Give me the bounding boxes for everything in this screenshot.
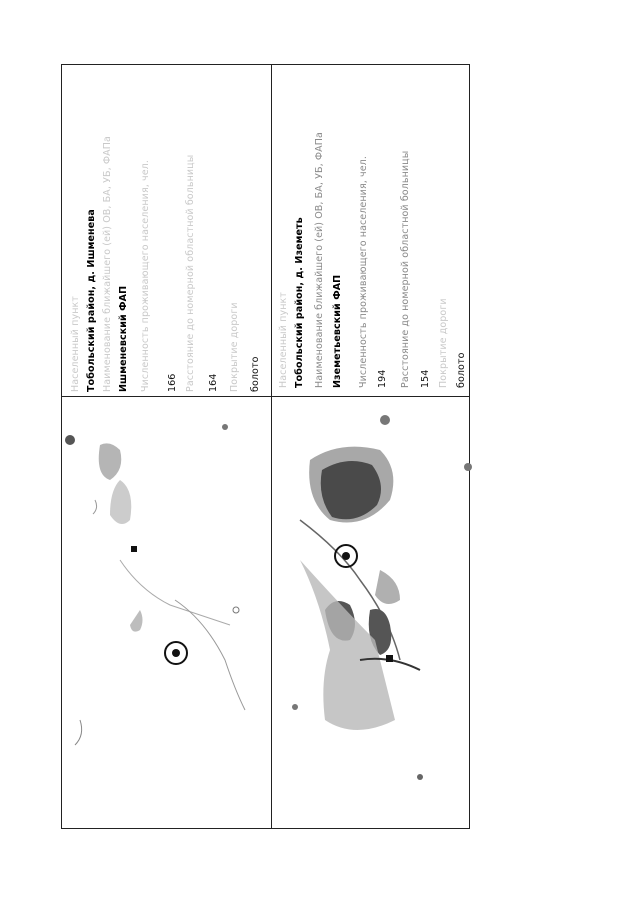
road-value: болото: [250, 356, 261, 392]
facility-value: Иземетьевский ФАП: [332, 274, 343, 388]
distance-value: 154: [420, 369, 431, 388]
road-value: болото: [456, 352, 467, 388]
field-label: Численность проживающего населения, чел.: [358, 156, 369, 388]
map-bottom-terrain: [292, 415, 472, 780]
field-label: Численность проживающего населения, чел.: [140, 160, 151, 392]
field-label: Населенный пункт: [278, 292, 289, 388]
dark-spot: [380, 415, 390, 425]
field-label: Расстояние до номерной областной больницы: [185, 154, 196, 392]
field-label: Населенный пункт: [70, 296, 81, 392]
locality-value: Тобольский район, д. Ишменева: [86, 209, 97, 392]
settlement-marker: [386, 655, 393, 662]
field-label: Покрытие дороги: [438, 298, 449, 388]
target-dot-icon: [342, 552, 350, 560]
facility-value: Ишменевский ФАП: [118, 285, 129, 392]
dark-spot: [464, 463, 472, 471]
field-label: Покрытие дороги: [229, 302, 240, 392]
field-label: Наименование ближайшего (ей) ОВ, БА, УБ, ФАПа: [102, 136, 113, 392]
field-label: Расстояние до номерной областной больницы: [400, 150, 411, 388]
distance-value: 164: [208, 373, 219, 392]
dark-spot: [292, 704, 298, 710]
dark-spot: [417, 774, 423, 780]
wetland-shape: [375, 570, 400, 604]
locality-value: Тобольский район, д. Иземеть: [294, 217, 305, 388]
population-value: 194: [377, 369, 388, 388]
field-label: Наименование ближайшего (ей) ОВ, БА, УБ, ФАПа: [314, 132, 325, 388]
population-value: 166: [167, 373, 178, 392]
